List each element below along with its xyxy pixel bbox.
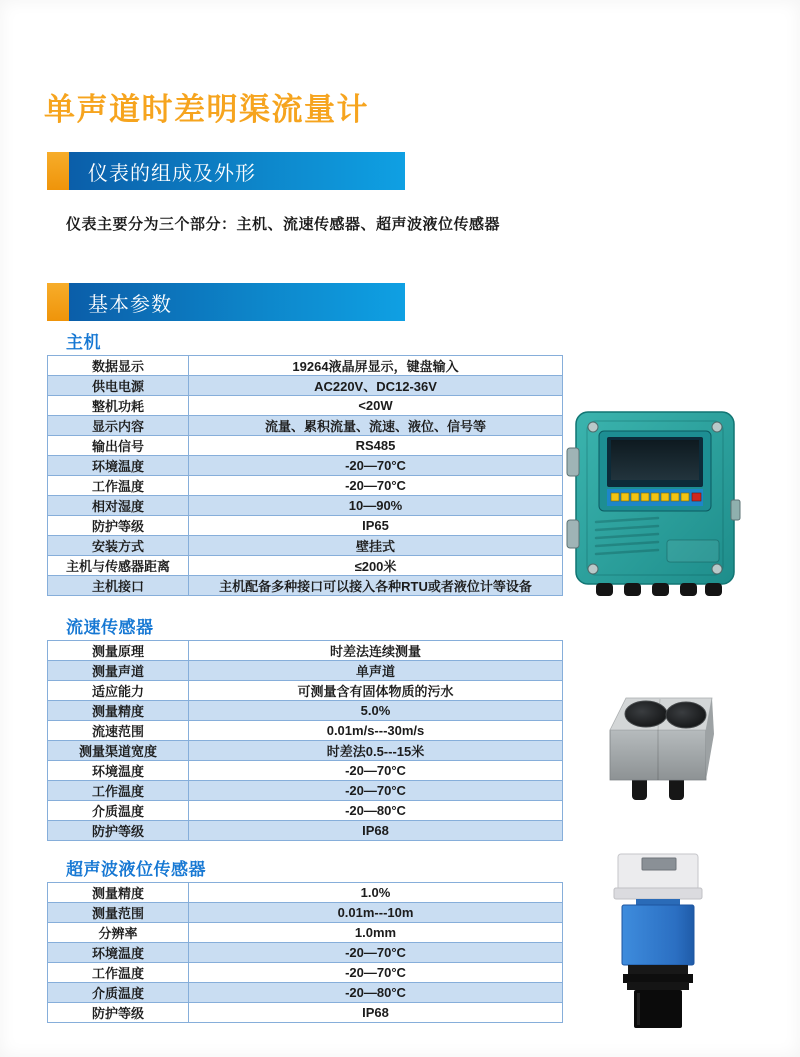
spec-label: 分辨率	[48, 923, 189, 943]
spec-value: 单声道	[189, 661, 563, 681]
spec-value: 时差法连续测量	[189, 641, 563, 661]
spec-row	[48, 496, 563, 516]
spec-row	[48, 963, 563, 983]
spec-label: 工作温度	[48, 476, 189, 496]
level-sensor-spec-table	[47, 882, 563, 1023]
intro-text: 仪表主要分为三个部分：主机、流速传感器、超声波液位传感器	[66, 216, 501, 233]
spec-value: 10—90%	[189, 496, 563, 516]
spec-row	[48, 821, 563, 841]
page-title: 单声道时差明渠流量计	[44, 92, 369, 127]
spec-value: -20—70°C	[189, 456, 563, 476]
spec-value: <20W	[189, 396, 563, 416]
spec-row	[48, 801, 563, 821]
spec-value: IP65	[189, 516, 563, 536]
spec-row	[48, 943, 563, 963]
spec-label: 测量范围	[48, 903, 189, 923]
spec-value: 壁挂式	[189, 536, 563, 556]
velocity-sensor-photo	[592, 686, 728, 808]
spec-row	[48, 356, 563, 376]
spec-row	[48, 576, 563, 596]
spec-label: 显示内容	[48, 416, 189, 436]
main-unit-body	[567, 412, 740, 596]
spec-value: -20—70°C	[189, 781, 563, 801]
spec-value: 可测量含有固体物质的污水	[189, 681, 563, 701]
banner-label: 仪表的组成及外形	[88, 162, 256, 185]
spec-row	[48, 396, 563, 416]
spec-value: 时差法0.5---15米	[189, 741, 563, 761]
spec-value: -20—70°C	[189, 963, 563, 983]
spec-label: 测量精度	[48, 883, 189, 903]
spec-label: 防护等级	[48, 1003, 189, 1023]
spec-label: 数据显示	[48, 356, 189, 376]
spec-label: 适应能力	[48, 681, 189, 701]
transducer-face-left	[625, 701, 667, 727]
spec-row	[48, 1003, 563, 1023]
threaded-collar	[623, 965, 693, 990]
spec-row	[48, 516, 563, 536]
spec-label: 介质温度	[48, 801, 189, 821]
spec-value: -20—80°C	[189, 983, 563, 1003]
spec-value: RS485	[189, 436, 563, 456]
sensor-display-window	[642, 858, 676, 870]
spec-row	[48, 661, 563, 681]
spec-row	[48, 761, 563, 781]
spec-label: 整机功耗	[48, 396, 189, 416]
keypad-buttons	[611, 493, 701, 501]
spec-label: 主机与传感器距离	[48, 556, 189, 576]
spec-row	[48, 721, 563, 741]
spec-row	[48, 556, 563, 576]
spec-row	[48, 376, 563, 396]
spec-value: 0.01m---10m	[189, 903, 563, 923]
spec-value: 19264液晶屏显示，键盘输入	[189, 356, 563, 376]
spec-label: 防护等级	[48, 821, 189, 841]
spec-value: 0.01m/s---30m/s	[189, 721, 563, 741]
velocity-sensor-body	[610, 698, 714, 800]
spec-value: 1.0%	[189, 883, 563, 903]
spec-label: 测量渠道宽度	[48, 741, 189, 761]
spec-row	[48, 536, 563, 556]
banner-body	[69, 283, 405, 321]
spec-value: ≤200米	[189, 556, 563, 576]
main-unit-spec-table	[47, 355, 563, 596]
spec-row	[48, 701, 563, 721]
spec-row	[48, 983, 563, 1003]
spec-row	[48, 903, 563, 923]
spec-label: 测量精度	[48, 701, 189, 721]
spec-label: 测量原理	[48, 641, 189, 661]
spec-label: 输出信号	[48, 436, 189, 456]
spec-row	[48, 476, 563, 496]
spec-label: 流速范围	[48, 721, 189, 741]
spec-row	[48, 781, 563, 801]
spec-value: AC220V、DC12-36V	[189, 376, 563, 396]
spec-value: IP68	[189, 1003, 563, 1023]
spec-row	[48, 456, 563, 476]
cable-glands	[596, 583, 722, 596]
spec-label: 安装方式	[48, 536, 189, 556]
spec-value: 5.0%	[189, 701, 563, 721]
spec-row	[48, 416, 563, 436]
spec-row	[48, 883, 563, 903]
spec-label: 环境温度	[48, 456, 189, 476]
spec-label: 供电电源	[48, 376, 189, 396]
transducer-horn	[634, 990, 682, 1028]
spec-label: 工作温度	[48, 963, 189, 983]
spec-value: 1.0mm	[189, 923, 563, 943]
spec-row	[48, 681, 563, 701]
spec-row	[48, 741, 563, 761]
spec-value: -20—80°C	[189, 801, 563, 821]
spec-label: 工作温度	[48, 781, 189, 801]
spec-value: -20—70°C	[189, 476, 563, 496]
banner-accent-square	[47, 152, 69, 190]
main-unit-photo	[566, 404, 744, 596]
spec-value: -20—70°C	[189, 943, 563, 963]
spec-label: 防护等级	[48, 516, 189, 536]
level-sensor-body	[614, 854, 702, 1028]
spec-value: 流量、累积流量、流速、液位、信号等	[189, 416, 563, 436]
spec-value: 主机配备多种接口可以接入各种RTU或者液位计等设备	[189, 576, 563, 596]
banner-label: 基本参数	[88, 293, 172, 316]
banner-parameters	[47, 283, 405, 321]
spec-label: 相对湿度	[48, 496, 189, 516]
spec-row	[48, 641, 563, 661]
spec-label: 测量声道	[48, 661, 189, 681]
spec-row	[48, 436, 563, 456]
spec-label: 环境温度	[48, 943, 189, 963]
spec-label: 主机接口	[48, 576, 189, 596]
section-title-level-sensor: 超声波液位传感器	[66, 860, 206, 879]
section-title-velocity-sensor: 流速传感器	[66, 618, 154, 637]
section-title-main-unit: 主机	[66, 333, 101, 352]
velocity-sensor-spec-table	[47, 640, 563, 841]
banner-accent-square	[47, 283, 69, 321]
spec-value: IP68	[189, 821, 563, 841]
level-sensor-photo	[598, 850, 718, 1030]
banner-composition	[47, 152, 405, 190]
spec-label: 介质温度	[48, 983, 189, 1003]
banner-body	[69, 152, 405, 190]
spec-label: 环境温度	[48, 761, 189, 781]
transducer-face-right	[666, 702, 706, 728]
spec-value: -20—70°C	[189, 761, 563, 781]
spec-row	[48, 923, 563, 943]
